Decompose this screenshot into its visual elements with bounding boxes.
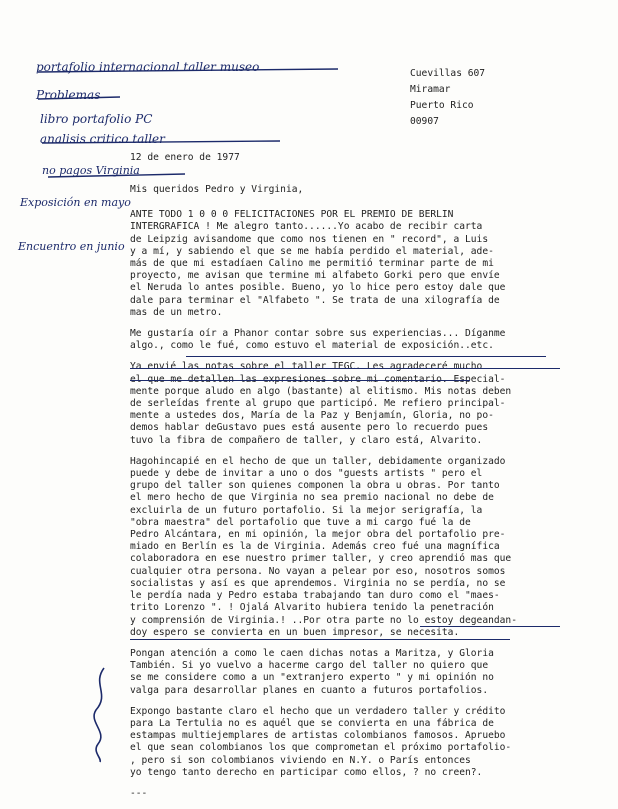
- address-line: Miramar: [410, 84, 451, 95]
- letter-body: [130, 184, 600, 809]
- letter-date: 12 de enero de 1977: [130, 152, 240, 163]
- handwritten-underline: [130, 380, 470, 381]
- paragraph: Me gustaría oír a Phanor contar sobre sus experiencias... Díganme algo., como le fué, como estuvo el material de exposición..etc.: [130, 328, 506, 352]
- handwritten-underline: [130, 368, 560, 369]
- greeting: Mis queridos Pedro y Virginia,: [130, 184, 304, 195]
- address-line: Cuevillas 607: [410, 68, 486, 79]
- handwritten-underline: [130, 639, 510, 640]
- handnote-1: portafolio internacional taller museo: [36, 60, 260, 74]
- address-line: Puerto Rico: [410, 100, 474, 111]
- handnote-5: no pagos Virginia: [42, 164, 140, 177]
- paragraph: Hagohincapié en el hecho de que un taller, debidamente organizado puede y debe de invitar a uno o dos "guests artists " pero el grupo del taller son quienes componen la obra u obras. Por tanto el mero hecho de que Virginia no sea premio nacional no debe de excluirla de un futuro portafolio. Si la mejor serigrafía, la "obra maestra" del portafolio que tuve a mi cargo fué la de Pedro Alcántara, en mi opinión, la mejor obra del portafolio pre- miado en Berlín es la de Virginia. Además creo fué una magnífica colaboradora en ese nuestro primer taller, y creo aprendió mas que cualquier otra persona. No vayan a pelear por eso, nosotros somos socialistas y así es que aprendemos. Virginia no se perdía, no se le perdía nada y Pedro estaba trabajando tan duro como el "maes- trito Lorenzo ". ! Ojalá Alvarito hubiera tenido la penetración y comprensión de Virginia.! ..Por otra parte no lo estoy degeandan- doy espero se convierta en un buen impresor, se necesita.: [130, 455, 517, 638]
- paragraph: Ya envié las notas sobre el taller TEGC. Les agradeceré mucho el que me detallen las expresiones sobre mi comentario. Especial- mente porque aludo en algo (bastante) al elitismo. Mis notas deben de serleídas frente al grupo que participó. Me refiero principal- mente a ustedes dos, María de la Paz y Benjamín, Gloria, no po- demos hablar deGustavo pues está ausente pero lo recuerdo pues tuvo la fibra de compañero de taller, y claro está, Alvarito.: [130, 361, 512, 446]
- handnote-3: libro portafolio PC: [40, 112, 153, 126]
- paragraph: Pongan atención a como le caen dichas notas a Maritza, y Gloria También. Si yo vuelvo a hacerme cargo del taller no quiero que se me considere como a un "extranjero experto " y mi opinión no valga para desarrollar planes en cuanto a futuros portafolios.: [130, 647, 494, 696]
- sender-address: [410, 66, 485, 130]
- handnote-4: analisis critico taller: [40, 132, 165, 146]
- paragraph: Expongo bastante claro el hecho que un verdadero taller y crédito para La Tertulia no es aquél que se convierta en una fábrica de estampas multiejemplares de artistas colombianos famosos. Apruebo el que sean colombianos los que comprometan el próximo portafolio- , pero si son colombianos viviendo en N.Y. o París entonces yo tengo tanto derecho en participar como ellos, ? no creen?.: [130, 705, 512, 778]
- handnote-6: Exposición en mayo: [20, 196, 131, 209]
- handwritten-underline: [420, 626, 560, 627]
- margin-bracket-mark: [88, 664, 118, 764]
- paragraph: ---: [130, 787, 148, 799]
- handnote-2: Problemas: [36, 88, 101, 102]
- handwritten-underline: [186, 356, 546, 357]
- handnote-7: Encuentro en junio: [18, 240, 125, 253]
- paragraph: ANTE TODO 1 0 0 0 FELICITACIONES POR EL PREMIO DE BERLIN INTERGRAFICA ! Me alegro tanto......Yo acabo de recibir carta de Leipzig avisandome que como nos tienen en " record", a Luis y a mí, y sabiendo el que se me había perdido el material, ade- más de que mi estadíaen Calino me permitió terminar parte de mi proyecto, me avisan que termine mi alfabeto Gorki pero que envíe el Neruda lo antes posible. Bueno, yo lo hice pero estoy dale que dale para terminar el "Alfabeto ". Se trata de una xilografía de mas de un metro.: [130, 209, 506, 318]
- address-line: 00907: [410, 116, 439, 127]
